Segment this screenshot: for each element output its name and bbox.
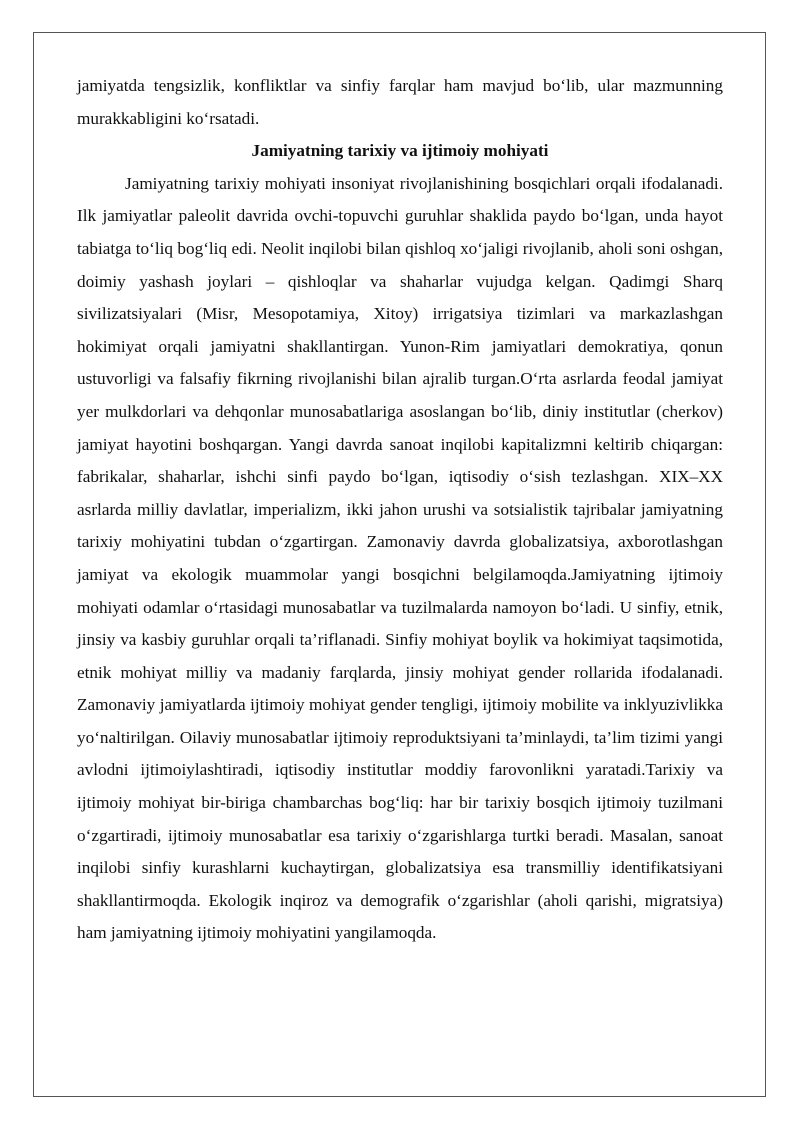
section-heading: Jamiyatning tarixiy va ijtimoiy mohiyati [251,141,549,161]
continuation-paragraph: jamiyatda tengsizlik, konfliktlar va sinfiy farqlar ham mavjud bo‘lib, ular mazmunning murakkabligini ko‘rsatadi. [77,76,723,128]
body-paragraph: Jamiyatning tarixiy mohiyati insoniyat rivojlanishining bosqichlari orqali ifodalanadi. Ilk jamiyatlar paleolit davrida ovchi-topuvchi guruhlar shaklida paydo bo‘lgan, unda hayot tabiatga to‘liq bog‘liq edi. Neolit inqilobi bilan qishloq xo‘jaligi rivojlanib, aholi soni oshgan, doimiy yashash joylari – qishloqlar va shaharlar vujudga kelgan. Qadimgi Sharq sivilizatsiyalari (Misr, Mesopotamiya, Xitoy) irrigatsiya tizimlari va markazlashgan hokimiyat orqali jamiyatni shakllantirgan. Yunon-Rim jamiyatlari demokratiya, qonun ustuvorligi va falsafiy fikrning rivojlanishi bilan ajralib turgan.O‘rta asrlarda feodal jamiyat yer mulkdorlari va dehqonlar munosabatlariga asoslangan bo‘lib, diniy institutlar (cherkov) jamiyat hayotini boshqargan. Yangi davrda sanoat inqilobi kapitalizmni keltirib chiqargan: fabrikalar, shaharlar, ishchi sinfi paydo bo‘lgan, iqtisodiy o‘sish tezlashgan. XIX–XX asrlarda milliy davlatlar, imperializm, ikki jahon urushi va sotsialistik tajribalar jamiyatning tarixiy mohiyatini tubdan o‘zgartirgan. Zamonaviy davrda globalizatsiya, axborotlashgan jamiyat va ekologik muammolar yangi bosqichni belgilamoqda.Jamiyatning ijtimoiy mohiyati odamlar o‘rtasidagi munosabatlar va tuzilmalarda namoyon bo‘ladi. U sinfiy, etnik, jinsiy va kasbiy guruhlar orqali ta’riflanadi. Sinfiy mohiyat boylik va hokimiyat taqsimotida, etnik mohiyat milliy va madaniy farqlarda, jinsiy mohiyat gender rollarida ifodalanadi. Zamonaviy jamiyatlarda ijtimoiy mohiyat gender tengligi, ijtimoiy mobilite va inklyuzivlikka yo‘naltirilgan. Oilaviy munosabatlar ijtimoiy reproduktsiyani ta’minlaydi, ta’lim tizimi yangi avlodni ijtimoiylashtiradi, iqtisodiy institutlar moddiy farovonlikni yaratadi.Tarixiy va ijtimoiy mohiyat bir-biriga chambarchas bog‘liq: har bir tarixiy bosqich ijtimoiy tuzilmani o‘zgartiradi, ijtimoiy munosabatlar esa tarixiy o‘zgarishlarga turtki beradi. Masalan, sanoat inqilobi sinfiy kurashlarni kuchaytirgan, globalizatsiya esa transmilliy identifikatsiyani shakllantirmoqda. Ekologik inqiroz va demografik o‘zgarishlar (aholi qarishi, migratsiya) ham jamiyatning ijtimoiy mohiyatini yangilamoqda. [77,173,723,943]
document-body [77,70,723,950]
